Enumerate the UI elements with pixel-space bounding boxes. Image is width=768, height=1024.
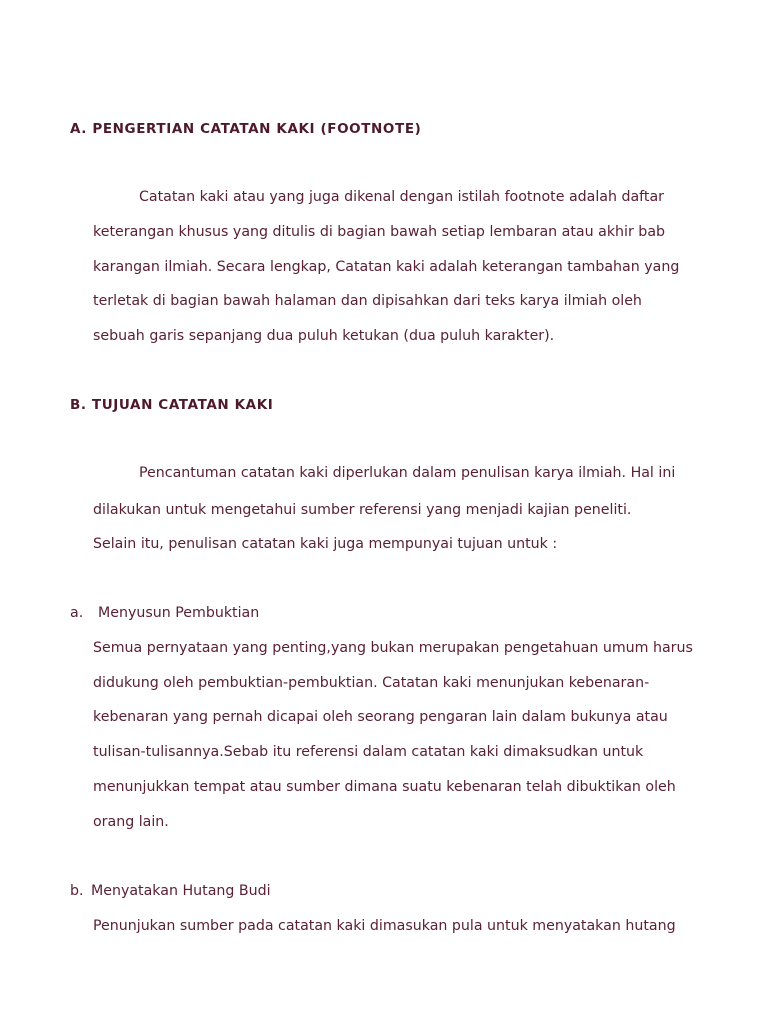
item-a-line-1: Semua pernyataan yang penting,yang bukan merupakan pengetahuan umum harus bbox=[93, 640, 693, 656]
section-a-line-1: Catatan kaki atau yang juga dikenal dengan istilah footnote adalah daftar bbox=[139, 189, 665, 205]
section-a-line-2: keterangan khusus yang ditulis di bagian bawah setiap lembaran atau akhir bab bbox=[93, 224, 666, 240]
section-a-heading: A. PENGERTIAN CATATAN KAKI (FOOTNOTE) bbox=[70, 121, 422, 137]
item-b-line-1: Penunjukan sumber pada catatan kaki dimasukan pula untuk menyatakan hutang bbox=[93, 918, 676, 934]
item-b-marker: b. bbox=[70, 883, 84, 899]
section-a-line-5: sebuah garis sepanjang dua puluh ketukan (dua puluh karakter). bbox=[93, 328, 555, 344]
item-a-title: Menyusun Pembuktian bbox=[98, 605, 260, 621]
item-a-line-5: menunjukkan tempat atau sumber dimana suatu kebenaran telah dibuktikan oleh bbox=[93, 779, 676, 795]
section-b-heading: B. TUJUAN CATATAN KAKI bbox=[70, 397, 274, 413]
item-b-title: Menyatakan Hutang Budi bbox=[91, 883, 271, 899]
item-a-line-2: didukung oleh pembuktian-pembuktian. Catatan kaki menunjukan kebenaran- bbox=[93, 675, 650, 691]
section-a-line-4: terletak di bagian bawah halaman dan dipisahkan dari teks karya ilmiah oleh bbox=[93, 293, 642, 309]
section-b-line-1: Pencantuman catatan kaki diperlukan dalam penulisan karya ilmiah. Hal ini bbox=[139, 465, 676, 481]
section-a-line-3: karangan ilmiah. Secara lengkap, Catatan kaki adalah keterangan tambahan yang bbox=[93, 259, 680, 275]
item-a-line-6: orang lain. bbox=[93, 814, 169, 830]
section-b-line-3: Selain itu, penulisan catatan kaki juga mempunyai tujuan untuk : bbox=[93, 536, 558, 552]
item-a-marker: a. bbox=[70, 605, 84, 621]
item-a-line-3: kebenaran yang pernah dicapai oleh seorang pengaran lain dalam bukunya atau bbox=[93, 709, 668, 725]
section-b-line-2: dilakukan untuk mengetahui sumber referensi yang menjadi kajian peneliti. bbox=[93, 502, 632, 518]
item-a-line-4: tulisan-tulisannya.Sebab itu referensi dalam catatan kaki dimaksudkan untuk bbox=[93, 744, 644, 760]
